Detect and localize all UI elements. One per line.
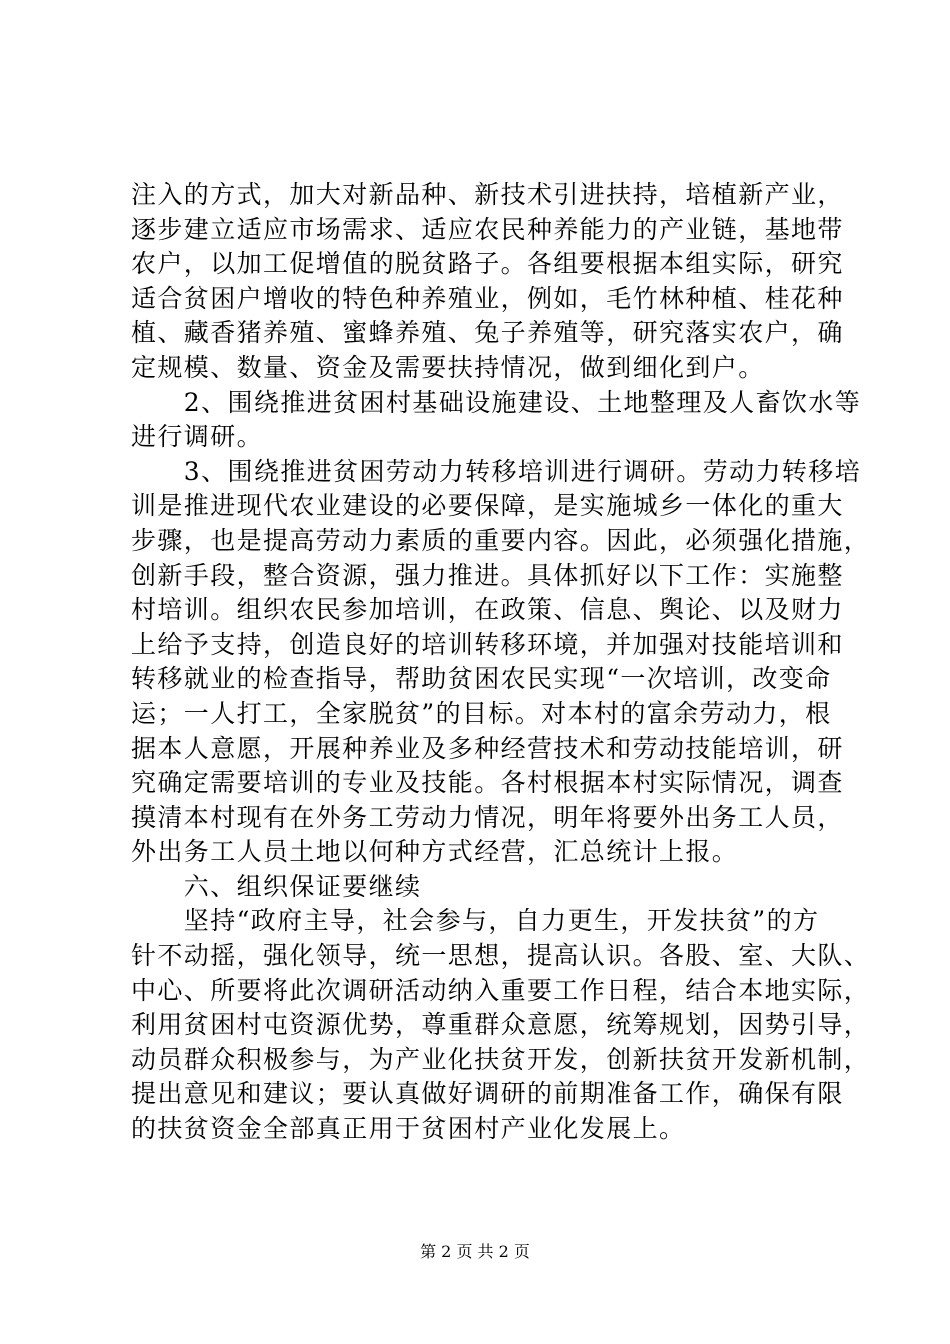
text-line: 2、围绕推进贫困村基础设施建设、土地整理及人畜饮水等 — [131, 387, 862, 417]
text-line: 村培训。组织农民参加培训，在政策、信息、舆论、以及财力 — [131, 595, 844, 625]
text-line: 中心、所要将此次调研活动纳入重要工作日程，结合本地实际， — [131, 975, 871, 1005]
text-line: 训是推进现代农业建设的必要保障，是实施城乡一体化的重大 — [131, 491, 844, 521]
text-line: 运；一人打工，全家脱贫”的目标。对本村的富余劳动力，根 — [131, 698, 832, 728]
text-line: 针不动摇，强化领导，统一思想，提高认识。各股、室、大队、 — [131, 941, 871, 971]
text-line: 摸清本村现有在外务工劳动力情况，明年将要外出务工人员， — [131, 802, 844, 832]
text-line: 据本人意愿，开展种养业及多种经营技术和劳动技能培训，研 — [131, 733, 844, 763]
text-line: 注入的方式，加大对新品种、新技术引进扶持，培植新产业， — [131, 180, 844, 209]
text-line: 步骤，也是提高劳动力素质的重要内容。因此，必须强化措施， — [131, 525, 871, 555]
text-line: 动员群众积极参与，为产业化扶贫开发，创新扶贫开发新机制， — [131, 1044, 871, 1074]
text-line: 适合贫困户增收的特色种养殖业，例如，毛竹林种植、桂花种 — [131, 283, 844, 313]
text-line: 3、围绕推进贫困劳动力转移培训进行调研。劳动力转移培 — [131, 456, 862, 486]
text-line: 上给予支持，创造良好的培训转移环境，并加强对技能培训和 — [131, 629, 844, 659]
text-line: 转移就业的检查指导，帮助贫困农民实现“一次培训，改变命 — [131, 664, 832, 694]
text-line: 利用贫困村屯资源优势，尊重群众意愿，统筹规划，因势引导， — [131, 1010, 871, 1040]
text-line: 的扶贫资金全部真正用于贫困村产业化发展上。 — [131, 1114, 686, 1144]
text-line: 农户，以加工促增值的脱贫路子。各组要根据本组实际，研究 — [131, 249, 844, 279]
text-line: 进行调研。 — [131, 422, 264, 452]
text-line: 提出意见和建议；要认真做好调研的前期准备工作，确保有限 — [131, 1079, 844, 1109]
text-line: 创新手段，整合资源，强力推进。具体抓好以下工作：实施整 — [131, 560, 844, 590]
text-line: 坚持“政府主导，社会参与，自力更生，开发扶贫”的方 — [131, 906, 820, 936]
section-heading: 六、组织保证要继续 — [131, 871, 422, 901]
text-line: 外出务工人员土地以何种方式经营，汇总统计上报。 — [131, 837, 739, 867]
text-line: 究确定需要培训的专业及技能。各村根据本村实际情况，调查 — [131, 768, 844, 798]
page-number-footer: 第 2 页 共 2 页 — [420, 1242, 530, 1261]
text-line: 植、藏香猪养殖、蜜蜂养殖、兔子养殖等，研究落实农户，确 — [131, 318, 844, 348]
text-line: 定规模、数量、资金及需要扶持情况，做到细化到户。 — [131, 352, 765, 382]
text-line: 逐步建立适应市场需求、适应农民种养能力的产业链，基地带 — [131, 214, 844, 244]
document-body — [131, 178, 871, 1147]
